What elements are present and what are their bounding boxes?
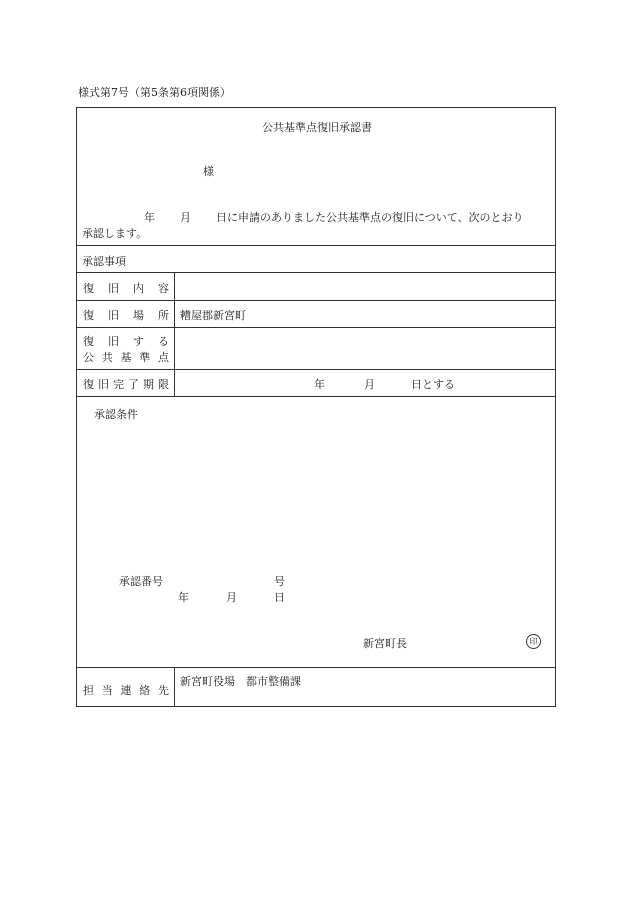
form-number: 様式第7号（第5条第6項関係） xyxy=(78,86,231,99)
intro-text-line2: 承認します。 xyxy=(82,227,148,240)
deadline-day: 日とする xyxy=(411,378,455,391)
issuer-title: 新宮町長 xyxy=(363,637,407,650)
deadline-year: 年 xyxy=(314,378,325,391)
addressee-suffix: 様 xyxy=(203,165,214,178)
row-label-benchmark-line2: 公 共 基 準 点 xyxy=(83,351,169,364)
row-label-location: 復 旧 場 所 xyxy=(83,309,169,322)
approval-form xyxy=(76,107,556,707)
document-title: 公共基準点復旧承認書 xyxy=(262,121,372,134)
date-month: 月 xyxy=(226,591,237,604)
divider xyxy=(77,327,555,328)
date-year: 年 xyxy=(178,591,189,604)
contact-value: 新宮町役場 都市整備課 xyxy=(180,675,301,688)
divider xyxy=(77,272,555,273)
approval-number-label: 承認番号 xyxy=(119,575,163,588)
deadline-month: 月 xyxy=(364,378,375,391)
intro-month: 月 xyxy=(180,211,191,224)
row-label-benchmark-line1: 復 旧 す る xyxy=(83,335,169,348)
intro-text: 日に申請のありました公共基準点の復旧について、次のとおり xyxy=(216,211,524,224)
approval-number-suffix: 号 xyxy=(274,575,285,588)
intro-year: 年 xyxy=(144,211,155,224)
divider xyxy=(77,300,555,301)
conditions-heading: 承認条件 xyxy=(94,408,138,421)
divider xyxy=(77,369,555,370)
row-label-content: 復 旧 内 容 xyxy=(83,282,169,295)
section-heading: 承認事項 xyxy=(82,255,126,268)
column-divider xyxy=(174,667,175,707)
contact-label: 担 当 連 絡 先 xyxy=(83,684,169,697)
divider xyxy=(77,245,555,246)
seal-mark: 印 xyxy=(526,634,541,649)
column-divider xyxy=(174,272,175,396)
date-day: 日 xyxy=(274,591,285,604)
divider xyxy=(77,396,555,397)
row-label-deadline: 復 旧 完 了 期 限 xyxy=(83,378,169,391)
divider xyxy=(77,667,555,668)
row-value-location: 糟屋郡新宮町 xyxy=(180,309,246,322)
